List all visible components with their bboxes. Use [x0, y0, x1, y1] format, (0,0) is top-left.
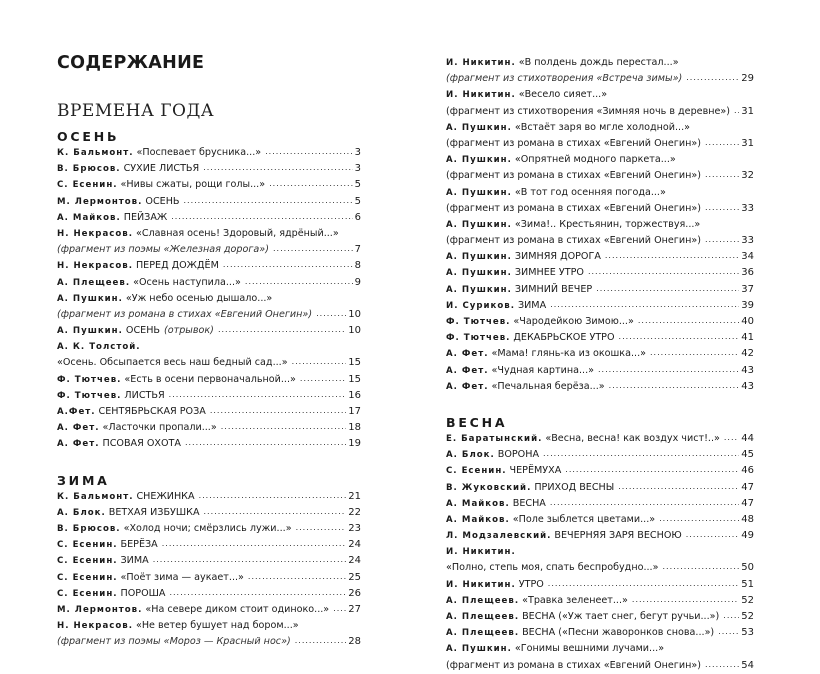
toc-entry[interactable]: [446, 528, 754, 544]
entry-author: Н. Некрасов.: [57, 261, 133, 272]
dot-leader: [248, 570, 346, 585]
toc-entry[interactable]: [446, 641, 754, 657]
entry-page-number: 16: [348, 389, 361, 401]
entry-author: А. Пушкин.: [446, 122, 512, 133]
entry-author: А. Майков.: [57, 212, 121, 223]
entry-page-number: 50: [741, 562, 754, 574]
toc-entry[interactable]: [446, 379, 754, 395]
entry-page-number: 28: [348, 636, 361, 648]
entry-page-number: 43: [741, 364, 754, 376]
entry-title: «Поёт зима — аукает...»: [120, 571, 244, 583]
entry-page-number: 26: [348, 587, 361, 599]
toc-entry[interactable]: [57, 372, 361, 388]
toc-entry[interactable]: [57, 553, 361, 569]
entry-title: «Мама! глянь-ка из окошка...»: [491, 348, 646, 360]
dot-leader: [204, 505, 347, 520]
entry-title: «Есть в осени первоначальной...»: [124, 373, 296, 385]
toc-entry[interactable]: [446, 233, 754, 249]
entry-author: Н. Некрасов.: [57, 621, 133, 632]
toc-entry[interactable]: [446, 577, 754, 593]
toc-entry[interactable]: [446, 104, 754, 120]
entry-page-number: 45: [741, 449, 754, 461]
dot-leader: [686, 528, 740, 543]
toc-entry[interactable]: [446, 609, 754, 625]
toc-entry[interactable]: [57, 307, 361, 323]
entry-title: СНЕЖИНКА: [136, 490, 195, 502]
toc-entry[interactable]: [446, 593, 754, 609]
entry-title: ВЕСНА («Уж тает снег, бегут ручьи...»): [522, 611, 720, 622]
toc-entry[interactable]: [57, 618, 361, 634]
entry-author: А. Майков.: [446, 498, 510, 509]
entry-page-number: 5: [354, 195, 361, 207]
entry-author: С. Есенин.: [57, 588, 118, 599]
entry-title: «Нивы сжаты, рощи голы...»: [120, 179, 266, 191]
entry-author: С. Есенин.: [57, 572, 118, 583]
dot-leader: [269, 177, 353, 192]
section-heading: ВЕСНА: [446, 414, 508, 430]
entry-page-number: 43: [741, 380, 754, 392]
dot-leader: [650, 346, 739, 361]
toc-entry[interactable]: [446, 512, 754, 528]
section-spacer: [57, 453, 361, 472]
entry-author: А. Пушкин.: [57, 293, 123, 304]
toc-entry[interactable]: [57, 194, 361, 210]
entry-author: И. Никитин.: [446, 579, 516, 590]
toc-entry[interactable]: [446, 544, 754, 560]
dot-leader: [718, 625, 739, 640]
entry-author: Е. Баратынский.: [446, 433, 543, 444]
entry-page-number: 37: [741, 283, 754, 295]
dot-leader: [662, 560, 739, 575]
dot-leader: [210, 404, 346, 419]
entry-page-number: 25: [348, 571, 361, 583]
entry-title: (фрагмент из романа в стихах «Евгений Онегин»): [446, 659, 701, 671]
dot-leader: [543, 447, 739, 462]
entry-title: «Чудная картина...»: [491, 364, 595, 376]
toc-entry[interactable]: [446, 658, 754, 674]
entry-title: «Осень. Обсыпается весь наш бедный сад...»: [57, 357, 288, 369]
entry-author: И. Никитин.: [446, 58, 516, 68]
toc-entry[interactable]: [446, 185, 754, 201]
entry-title: ПЕЙЗАЖ: [123, 211, 168, 223]
entry-page-number: 19: [348, 438, 361, 450]
entry-title: (фрагмент из романа в стихах «Евгений Онегин»): [446, 235, 701, 247]
entry-title: ВЕСНА: [512, 497, 546, 509]
entry-title: БЕРЁЗА: [120, 539, 158, 551]
toc-entry[interactable]: [57, 521, 361, 537]
toc-entry[interactable]: [446, 265, 754, 281]
entry-title: (фрагмент из стихотворения «Зимняя ночь в деревне»): [446, 105, 731, 117]
entry-page-number: 23: [348, 522, 361, 534]
entry-page-number: 5: [354, 179, 361, 191]
entry-author: И. Никитин.: [446, 90, 516, 101]
entry-author: В. Брюсов.: [57, 523, 121, 534]
toc-entry[interactable]: [446, 217, 754, 233]
left-toc-list: [57, 128, 361, 650]
entry-title: «Встаёт заря во мгле холодной...»: [514, 121, 691, 133]
entry-author: А. Плещеев.: [57, 277, 131, 288]
entry-title: ОСЕНЬ: [125, 325, 160, 337]
entry-page-number: 39: [741, 299, 754, 311]
entry-note: (фрагмент из романа в стихах «Евгений Онегин»): [57, 308, 313, 320]
toc-entry[interactable]: [57, 634, 361, 650]
dot-leader: [734, 104, 739, 119]
toc-entry[interactable]: [446, 298, 754, 314]
toc-entry[interactable]: [446, 120, 754, 136]
toc-entry[interactable]: [446, 431, 754, 447]
dot-leader: [169, 388, 347, 403]
entry-title: «Поспевает брусника...»: [136, 147, 262, 158]
entry-page-number: 31: [741, 105, 754, 117]
section-spacer: [446, 395, 754, 414]
entry-page-number: 52: [741, 594, 754, 606]
entry-title: «Печальная берёза...»: [491, 380, 605, 392]
entry-page-number: 41: [741, 332, 754, 344]
entry-page-number: 29: [741, 73, 754, 85]
entry-author: М. Лермонтов.: [57, 196, 143, 207]
toc-entry[interactable]: [57, 586, 361, 602]
entry-author: А. Фет.: [446, 381, 489, 392]
entry-page-number: 10: [348, 325, 361, 337]
dot-leader: [724, 431, 739, 446]
entry-title: «Поле зыблется цветами...»: [512, 513, 656, 525]
entry-author: В. Жуковский.: [446, 482, 532, 493]
toc-entry[interactable]: [446, 282, 754, 298]
dot-leader: [295, 634, 347, 649]
dot-leader: [618, 480, 739, 495]
entry-author: А. Пушкин.: [446, 187, 512, 198]
dot-leader: [705, 658, 739, 673]
section-heading: ЗИМА: [57, 472, 110, 488]
toc-entry[interactable]: [57, 388, 361, 404]
dot-leader: [598, 363, 739, 378]
toc-entry[interactable]: [57, 602, 361, 618]
toc-entry[interactable]: [57, 570, 361, 586]
entry-title: «Чародейкою Зимою...»: [513, 316, 634, 327]
entry-title: ЗИМА: [120, 555, 149, 567]
toc-entry[interactable]: [446, 168, 754, 184]
entry-author: К. Бальмонт.: [57, 148, 134, 158]
entry-title: ПОРОША: [120, 587, 166, 599]
entry-author: А. Пушкин.: [446, 284, 512, 295]
entry-page-number: 32: [741, 170, 754, 182]
dot-leader: [245, 275, 353, 290]
entry-author: С. Есенин.: [57, 540, 118, 551]
entry-page-number: 34: [741, 251, 754, 263]
entry-title: ВЕЧЕРНЯЯ ЗАРЯ ВЕСНОЮ: [554, 530, 682, 542]
toc-entry[interactable]: [57, 404, 361, 420]
entry-title: ЧЕРЁМУХА: [509, 465, 562, 477]
toc-entry[interactable]: [446, 201, 754, 217]
entry-title: «Травка зеленеет...»: [522, 594, 628, 606]
entry-author: С. Есенин.: [57, 556, 118, 567]
entry-page-number: 3: [354, 163, 361, 175]
entry-page-number: 40: [741, 316, 754, 327]
entry-title: «Уж небо осенью дышало...»: [125, 292, 273, 304]
toc-entry[interactable]: [446, 363, 754, 379]
toc-entry[interactable]: [446, 346, 754, 362]
entry-author: Н. Некрасов.: [57, 228, 133, 239]
entry-author: А. Плещеев.: [446, 612, 520, 622]
dot-leader: [333, 602, 346, 617]
entry-page-number: 27: [348, 603, 361, 615]
entry-author: Ф. Тютчев.: [446, 333, 511, 344]
entry-page-number: 18: [348, 422, 361, 434]
toc-entry[interactable]: [57, 339, 361, 355]
dot-leader: [292, 355, 347, 370]
dot-leader: [632, 593, 739, 608]
book-title: ВРЕМЕНА ГОДА: [57, 101, 215, 121]
entry-author: А. Блок.: [446, 450, 495, 461]
dot-leader: [221, 420, 347, 435]
entry-page-number: 48: [741, 513, 754, 525]
entry-author: А. Пушкин.: [446, 252, 512, 263]
entry-author: А. Плещеев.: [446, 595, 520, 606]
toc-entry[interactable]: [446, 463, 754, 479]
entry-author: А. К. Толстой.: [57, 342, 141, 353]
entry-author: А. Пушкин.: [446, 155, 512, 166]
entry-title: «На севере диком стоит одиноко...»: [145, 603, 330, 615]
entry-page-number: 31: [741, 137, 754, 149]
entry-author: Л. Модзалевский.: [446, 531, 552, 542]
entry-title: «В полдень дождь перестал...»: [518, 57, 679, 68]
entry-note: (фрагмент из поэмы «Железная дорога»): [57, 244, 269, 256]
toc-entry[interactable]: [57, 161, 361, 177]
entry-note: (отрывок): [164, 325, 214, 337]
entry-title: СУХИЕ ЛИСТЬЯ: [123, 163, 200, 175]
toc-entry[interactable]: [57, 436, 361, 452]
entry-author: А. Плещеев.: [446, 628, 520, 639]
entry-title: ВЕСНА («Песни жаворонков снова...»): [522, 627, 715, 639]
entry-page-number: 9: [354, 276, 361, 288]
entry-title: «Осень наступила...»: [133, 276, 241, 288]
toc-entry[interactable]: [446, 625, 754, 641]
dot-leader: [218, 323, 346, 338]
toc-entry[interactable]: [446, 136, 754, 152]
entry-title: ПЕРЕД ДОЖДЁМ: [135, 260, 219, 272]
toc-entry[interactable]: [57, 537, 361, 553]
toc-heading: СОДЕРЖАНИЕ: [57, 53, 205, 73]
toc-entry[interactable]: [57, 505, 361, 521]
dot-leader: [185, 436, 346, 451]
entry-page-number: 44: [741, 432, 754, 444]
dot-leader: [705, 168, 739, 183]
entry-title: «Не ветер бушует над бором...»: [135, 620, 299, 632]
entry-title: «Опрятней модного паркета...»: [514, 154, 676, 166]
section-heading: ОСЕНЬ: [57, 129, 120, 144]
toc-entry[interactable]: [446, 55, 754, 71]
entry-page-number: 17: [348, 406, 361, 417]
entry-author: И. Суриков.: [446, 300, 515, 311]
entry-author: С. Есенин.: [57, 180, 118, 191]
entry-author: В. Брюсов.: [57, 164, 121, 175]
entry-author: А. Фет.: [57, 439, 100, 450]
entry-title: (фрагмент из романа в стихах «Евгений Онегин»): [446, 170, 701, 182]
entry-title: (фрагмент из романа в стихах «Евгений Онегин»): [446, 202, 701, 214]
toc-entry[interactable]: [57, 242, 361, 258]
dot-leader: [638, 314, 739, 329]
toc-entry[interactable]: [57, 489, 361, 505]
entry-page-number: 47: [741, 497, 754, 509]
toc-entry[interactable]: [57, 323, 361, 339]
entry-author: С. Есенин.: [446, 466, 507, 477]
entry-author: А. Фет.: [57, 423, 100, 434]
entry-title: УТРО: [518, 578, 544, 590]
toc-entry[interactable]: [446, 249, 754, 265]
dot-leader: [550, 496, 739, 511]
toc-entry[interactable]: [446, 496, 754, 512]
entry-title: «Гонимы вешними лучами...»: [514, 643, 665, 655]
entry-page-number: 36: [741, 267, 754, 279]
dot-leader: [550, 298, 739, 313]
toc-entry[interactable]: [446, 314, 754, 330]
entry-page-number: 3: [354, 147, 361, 158]
entry-page-number: 22: [348, 506, 361, 518]
entry-page-number: 7: [354, 244, 361, 256]
entry-title: ЛИСТЬЯ: [124, 389, 165, 401]
entry-page-number: 24: [348, 539, 361, 551]
dot-leader: [705, 136, 739, 151]
dot-leader: [300, 372, 346, 387]
toc-entry[interactable]: [57, 145, 361, 161]
toc-entry[interactable]: [57, 210, 361, 226]
entry-page-number: 21: [348, 490, 361, 502]
dot-leader: [596, 282, 739, 297]
entry-title: ВЕТХАЯ ИЗБУШКА: [108, 506, 200, 518]
dot-leader: [686, 71, 739, 86]
entry-page-number: 15: [348, 373, 361, 385]
dot-leader: [609, 379, 740, 394]
entry-author: Ф. Тютчев.: [446, 317, 511, 327]
dot-leader: [723, 609, 739, 624]
dot-leader: [619, 330, 740, 345]
toc-entry[interactable]: [57, 258, 361, 274]
entry-page-number: 42: [741, 348, 754, 360]
toc-entry[interactable]: [57, 291, 361, 307]
entry-title: «Зима!.. Крестьянин, торжествуя...»: [514, 218, 701, 230]
dot-leader: [162, 537, 347, 552]
dot-leader: [199, 489, 347, 504]
entry-page-number: 15: [348, 357, 361, 369]
entry-author: А. Пушкин.: [446, 219, 512, 230]
toc-entry[interactable]: [446, 480, 754, 496]
entry-title: (фрагмент из романа в стихах «Евгений Онегин»): [446, 137, 701, 149]
toc-entry[interactable]: [446, 330, 754, 346]
entry-title: СЕНТЯБРЬСКАЯ РОЗА: [98, 406, 206, 417]
entry-page-number: 49: [741, 530, 754, 542]
toc-entry[interactable]: [57, 420, 361, 436]
entry-title: ПРИХОД ВЕСНЫ: [534, 481, 615, 493]
entry-author: Ф. Тютчев.: [57, 390, 122, 401]
toc-entry[interactable]: [446, 447, 754, 463]
entry-page-number: 6: [354, 211, 361, 223]
entry-page-number: 47: [741, 481, 754, 493]
toc-entry[interactable]: [57, 355, 361, 371]
entry-author: А. Майков.: [446, 514, 510, 525]
entry-page-number: 33: [741, 202, 754, 214]
entry-title: ВОРОНА: [497, 449, 540, 461]
entry-author: М. Лермонтов.: [57, 604, 143, 615]
toc-entry[interactable]: [446, 87, 754, 103]
entry-title: «Холод ночи; смёрзлись лужи...»: [123, 522, 292, 534]
entry-author: А. Пушкин.: [446, 268, 512, 279]
dot-leader: [548, 577, 739, 592]
entry-page-number: 33: [741, 235, 754, 247]
entry-page-number: 52: [741, 611, 754, 622]
dot-leader: [316, 307, 346, 322]
entry-title: ПСОВАЯ ОХОТА: [102, 438, 181, 450]
entry-page-number: 8: [354, 260, 361, 272]
entry-title: «Весна, весна! как воздух чист!..»: [545, 432, 720, 444]
entry-author: И. Никитин.: [446, 547, 516, 558]
entry-author: А. Пушкин.: [57, 326, 123, 337]
entry-page-number: 24: [348, 555, 361, 567]
entry-title: ОСЕНЬ: [145, 195, 180, 207]
entry-title: «Полно, степь моя, спать беспробудно...»: [446, 562, 659, 574]
dot-leader: [153, 553, 347, 568]
dot-leader: [171, 210, 352, 225]
entry-page-number: 53: [741, 627, 754, 639]
entry-title: «Славная осень! Здоровый, ядрёный...»: [135, 227, 339, 239]
dot-leader: [169, 586, 346, 601]
entry-title: ЗИМА: [517, 299, 547, 311]
toc-entry[interactable]: [57, 275, 361, 291]
dot-leader: [565, 463, 739, 478]
entry-page-number: 46: [741, 465, 754, 477]
dot-leader: [588, 265, 739, 280]
entry-title: ЗИМНИЙ ВЕЧЕР: [514, 283, 593, 295]
entry-author: А. Пушкин.: [446, 644, 512, 655]
entry-title: «Ласточки пропали...»: [102, 422, 217, 434]
entry-title: ЗИМНЯЯ ДОРОГА: [514, 251, 601, 263]
entry-title: ЗИМНЕЕ УТРО: [514, 267, 584, 279]
entry-author: А.Фет.: [57, 407, 96, 417]
entry-author: А. Блок.: [57, 507, 106, 518]
entry-page-number: 10: [348, 308, 361, 320]
toc-entry[interactable]: [446, 560, 754, 576]
dot-leader: [605, 249, 739, 264]
entry-title: «Весело сияет...»: [518, 89, 608, 101]
toc-entry[interactable]: [57, 177, 361, 193]
entry-author: А. Фет.: [446, 365, 489, 376]
dot-leader: [296, 521, 347, 536]
dot-leader: [203, 161, 352, 176]
right-toc-list: [446, 55, 754, 674]
entry-note: (фрагмент из поэмы «Мороз — Красный нос»): [57, 636, 291, 648]
entry-page-number: 54: [741, 659, 754, 671]
toc-entry[interactable]: [57, 226, 361, 242]
toc-entry[interactable]: [446, 152, 754, 168]
entry-page-number: 51: [741, 578, 754, 590]
dot-leader: [223, 258, 353, 273]
entry-author: К. Бальмонт.: [57, 491, 134, 502]
dot-leader: [659, 512, 739, 527]
dot-leader: [273, 242, 353, 257]
dot-leader: [705, 201, 739, 216]
entry-title: «В тот год осенняя погода...»: [514, 186, 666, 198]
entry-author: Ф. Тютчев.: [57, 374, 122, 385]
toc-entry[interactable]: [446, 71, 754, 87]
entry-title: ДЕКАБРЬСКОЕ УТРО: [513, 332, 615, 344]
dot-leader: [184, 194, 353, 209]
entry-note: (фрагмент из стихотворения «Встреча зимы»): [446, 73, 683, 85]
dot-leader: [265, 145, 353, 160]
dot-leader: [705, 233, 739, 248]
entry-author: А. Фет.: [446, 349, 489, 360]
